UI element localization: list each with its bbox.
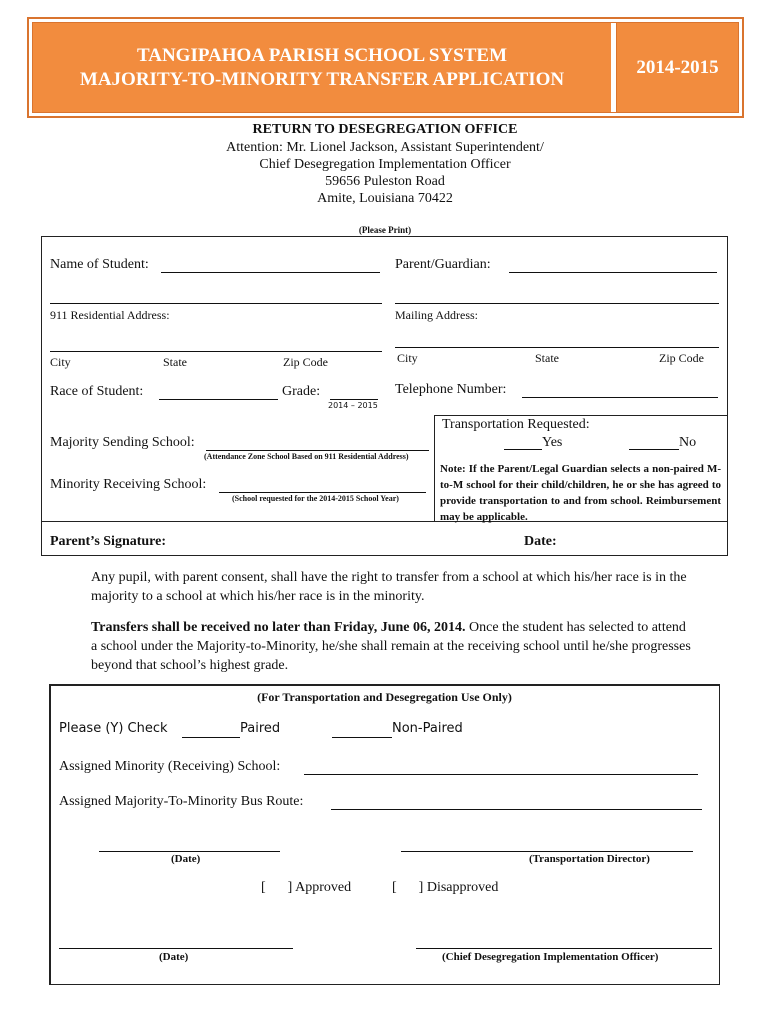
transport-divider-vertical: [434, 415, 435, 521]
nonpaired-label: Non-Paired: [392, 721, 463, 736]
sending-school-field[interactable]: [206, 449, 429, 451]
receiving-school-note: (School requested for the 2014-2015 School Year): [232, 494, 399, 503]
office-use-section: [49, 684, 720, 985]
form-title-line-2: MAJORITY-TO-MINORITY TRANSFER APPLICATION: [79, 68, 565, 90]
deadline-text: Transfers shall be received no later than Friday, June 06, 2014.: [91, 620, 466, 635]
telephone-label: Telephone Number:: [395, 382, 507, 397]
paired-label: Paired: [240, 721, 281, 736]
director-label: (Transportation Director): [529, 853, 650, 865]
bus-route-label: Assigned Majority-To-Minority Bus Route:: [59, 794, 304, 809]
race-field[interactable]: [159, 398, 278, 400]
office-use-heading: (For Transportation and Desegregation Use Only): [257, 690, 512, 704]
residential-address-label: 911 Residential Address:: [50, 308, 170, 322]
approved-label: Approved: [295, 880, 352, 895]
mailing-state-label: State: [535, 351, 559, 365]
approved-checkbox[interactable]: [261, 880, 351, 896]
residential-city-label: City: [50, 355, 71, 369]
school-year: 2014-2015: [636, 56, 719, 78]
assigned-school-field[interactable]: [304, 773, 698, 775]
disapproved-bracket-open: [: [392, 880, 397, 895]
director-date-field[interactable]: [99, 850, 280, 852]
mailing-city-field[interactable]: [395, 346, 719, 348]
transport-yes-label: Yes: [542, 435, 563, 450]
street-address: 59656 Puleston Road: [325, 174, 445, 189]
disapproved-label: Disapproved: [426, 880, 499, 895]
officer-signature-field[interactable]: [416, 947, 712, 949]
form-title: [33, 23, 611, 112]
telephone-field[interactable]: [522, 396, 718, 398]
approved-bracket-open: [: [261, 880, 266, 895]
mailing-zip-label: Zip Code: [659, 351, 704, 365]
grade-label: Grade:: [282, 384, 321, 399]
director-date-label: (Date): [171, 853, 201, 865]
residential-address-field[interactable]: [50, 302, 382, 304]
paired-check-field[interactable]: [182, 736, 240, 738]
transport-no-label: No: [679, 435, 697, 450]
form-title-line-1: TANGIPAHOA PARISH SCHOOL SYSTEM: [136, 44, 508, 66]
mailing-address-field[interactable]: [395, 302, 719, 304]
attention-line: Attention: Mr. Lionel Jackson, Assistant Superintendent/: [226, 140, 544, 155]
officer-title: Chief Desegregation Implementation Officer: [259, 157, 511, 172]
chief-officer-label: (Chief Desegregation Implementation Officer): [442, 951, 659, 963]
check-label: Please (Y) Check: [59, 721, 168, 736]
header-banner-fill: [32, 22, 739, 113]
student-form: [41, 236, 728, 556]
city-address: Amite, Louisiana 70422: [317, 191, 453, 206]
residential-zip-label: Zip Code: [283, 355, 328, 369]
bus-route-field[interactable]: [331, 808, 702, 810]
director-signature-field[interactable]: [401, 850, 693, 852]
grade-field[interactable]: [330, 398, 378, 400]
sending-school-label: Majority Sending School:: [50, 435, 195, 450]
signature-label: Parent’s Signature:: [50, 534, 167, 549]
signature-date-label: Date:: [524, 534, 557, 549]
officer-date-field[interactable]: [59, 947, 293, 949]
residential-city-field[interactable]: [50, 350, 382, 352]
disapproved-bracket-close: ]: [418, 880, 424, 895]
receiving-school-field[interactable]: [219, 491, 426, 493]
transport-note: Note: If the Parent/Legal Guardian selects a non-paired M-to-M school for their child/children, he or she has agreed to provide transportation to and from school. Reimbursement may be applicable.: [440, 463, 721, 523]
policy-paragraph-1: Any pupil, with parent consent, shall have the right to transfer from a school at which his/her race is in the majority to a school at which his/her race is in the minority.: [91, 570, 687, 604]
policy-paragraph-2-rest: Once the student has selected to attend a school under the Majority-to-Minority, he/she shall remain at the receiving school until he/she progresses beyond that school’s highest grade.: [91, 620, 691, 673]
sending-school-note: (Attendance Zone School Based on 911 Residential Address): [204, 452, 409, 461]
header-banner: [27, 17, 744, 118]
race-label: Race of Student:: [50, 384, 144, 399]
grade-year: 2014 – 2015: [328, 401, 378, 410]
parent-label: Parent/Guardian:: [395, 257, 491, 272]
assigned-school-label: Assigned Minority (Receiving) School:: [59, 759, 281, 774]
transport-divider-top: [434, 415, 727, 416]
transport-no-field[interactable]: [629, 448, 679, 450]
transport-label: Transportation Requested:: [442, 417, 590, 432]
please-print: (Please Print): [358, 225, 412, 235]
disapproved-checkbox[interactable]: [392, 880, 498, 896]
parent-field[interactable]: [509, 271, 717, 273]
transport-yes-field[interactable]: [504, 448, 542, 450]
return-heading: RETURN TO DESEGREGATION OFFICE: [252, 122, 518, 137]
student-name-field[interactable]: [161, 271, 380, 273]
officer-date-label: (Date): [159, 951, 189, 963]
policy-paragraph-2: [91, 618, 691, 675]
nonpaired-check-field[interactable]: [332, 736, 392, 738]
student-name-label: Name of Student:: [50, 257, 149, 272]
mailing-city-label: City: [397, 351, 418, 365]
mailing-address-label: Mailing Address:: [395, 308, 478, 322]
approved-bracket-close: ]: [287, 880, 293, 895]
residential-state-label: State: [163, 355, 187, 369]
receiving-school-label: Minority Receiving School:: [50, 477, 207, 492]
